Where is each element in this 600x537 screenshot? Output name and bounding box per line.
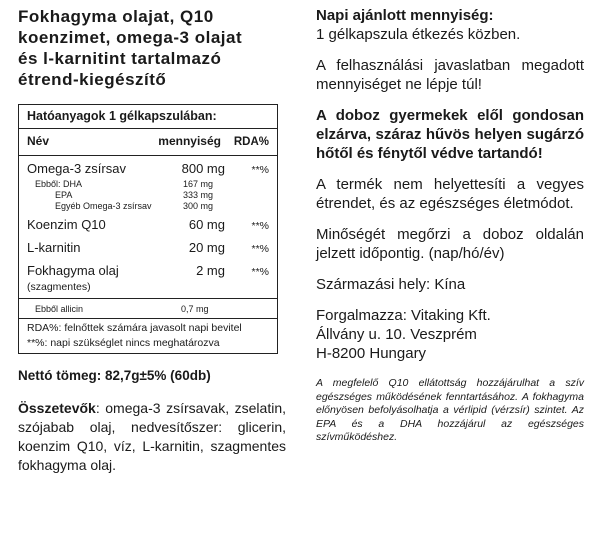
subrow-amount: 333 mg [183, 190, 214, 200]
row-name: L-karnitin [27, 240, 81, 255]
title-line: koenzimet, omega-3 olajat [18, 28, 243, 47]
header-amount: mennyiség [158, 134, 221, 148]
distributor-line: Forgalmazza: Vitaking Kft. [316, 307, 491, 324]
distributor-line: Állvány u. 10. Veszprém [316, 326, 477, 343]
row-amount: 2 mg [196, 263, 225, 278]
subrow-name: EPA [55, 190, 73, 200]
health-claims: A megfelelő Q10 ellátottság hozzájárulhat a szív egészséges működésének fenntartásához. A fokhagyma előnyösen befolyásolhatja a vérlipid (vérzsír) szintet. Az EPA és a DHA hozzájárul az egészséges szívműködéshez. [316, 377, 584, 443]
table-subrow [19, 190, 277, 201]
table-subrow [19, 281, 277, 294]
subrow-name: Ebből: DHA [35, 179, 83, 189]
row-rda: **% [251, 243, 269, 255]
table-footnotes [19, 319, 277, 353]
title-line: Fokhagyma olajat, Q10 [18, 7, 214, 26]
table-title: Hatóanyagok 1 gélkapszulában: [27, 109, 217, 123]
row-name: Omega-3 zsírsav [27, 161, 126, 176]
table-header-row [19, 128, 277, 156]
title-line: és l-karnitint tartalmazó [18, 49, 222, 68]
left-column [18, 6, 286, 475]
ingredients-list [18, 399, 286, 475]
header-rda: RDA% [233, 136, 269, 148]
row-rda: **% [251, 266, 269, 278]
row-rda: **% [251, 164, 269, 176]
product-title [18, 6, 286, 90]
best-before: Minőségét megőrzi a doboz oldalán jelzett időpontig. (nap/hó/év) [316, 226, 584, 262]
active-ingredients-table [18, 104, 278, 354]
origin: Származási hely: Kína [316, 276, 466, 293]
footnote: RDA%: felnőttek számára javasolt napi bevitel [27, 322, 242, 334]
dosage-title: Napi ajánlott mennyiség: [316, 7, 494, 24]
distributor [316, 306, 584, 363]
dosage-text: 1 gélkapszula étkezés közben. [316, 26, 521, 43]
row-name: Fokhagyma olaj [27, 263, 119, 278]
row-name-note: (szagmentes) [27, 281, 91, 293]
dosage-block [316, 6, 584, 44]
right-column [316, 6, 584, 445]
table-row [19, 262, 277, 281]
title-line: étrend-kiegészítő [18, 70, 167, 89]
table-subrow [19, 179, 277, 190]
subrow-amount: 167 mg [183, 179, 214, 189]
row-amount: 60 mg [188, 217, 225, 232]
table-row [19, 216, 277, 235]
row-amount: 20 mg [188, 240, 225, 255]
table-subrow [19, 201, 277, 212]
footnote: **%: napi szükséglet nincs meghatározva [27, 337, 220, 349]
ingredients-text: : omega-3 zsírsavak, zselatin, szójabab olaj, nedvesítőszer: glicerin, koenzim Q10, víz, L-karnitin, szagmentes fokhagyma olaj. [18, 400, 286, 473]
table-row [19, 160, 277, 179]
warning-diet: A termék nem helyettesíti a vegyes étrendet, és az egészséges életmódot. [316, 176, 584, 212]
subrow-name: Egyéb Omega-3 zsírsav [55, 201, 152, 211]
distributor-line: H-8200 Hungary [316, 345, 427, 362]
warning-dose: A felhasználási javaslatban megadott mennyiséget ne lépje túl! [316, 57, 584, 93]
table-subrow [19, 299, 277, 318]
header-name: Név [27, 134, 50, 148]
subrow-name: Ebből allicin [35, 304, 84, 314]
table-row [19, 239, 277, 258]
row-name: Koenzim Q10 [27, 217, 106, 232]
row-amount: 800 mg [181, 161, 225, 176]
warning-storage: A doboz gyermekek elől gondosan elzárva, száraz hűvös helyen sugárzó hőtől és fénytől védve tartandó! [316, 107, 584, 162]
subrow-amount: 0,7 mg [181, 304, 209, 314]
ingredients-label: Összetevők [18, 400, 96, 416]
net-weight: Nettó tömeg: 82,7g±5% (60db) [18, 368, 211, 383]
row-rda: **% [251, 220, 269, 232]
subrow-amount: 300 mg [183, 201, 214, 211]
